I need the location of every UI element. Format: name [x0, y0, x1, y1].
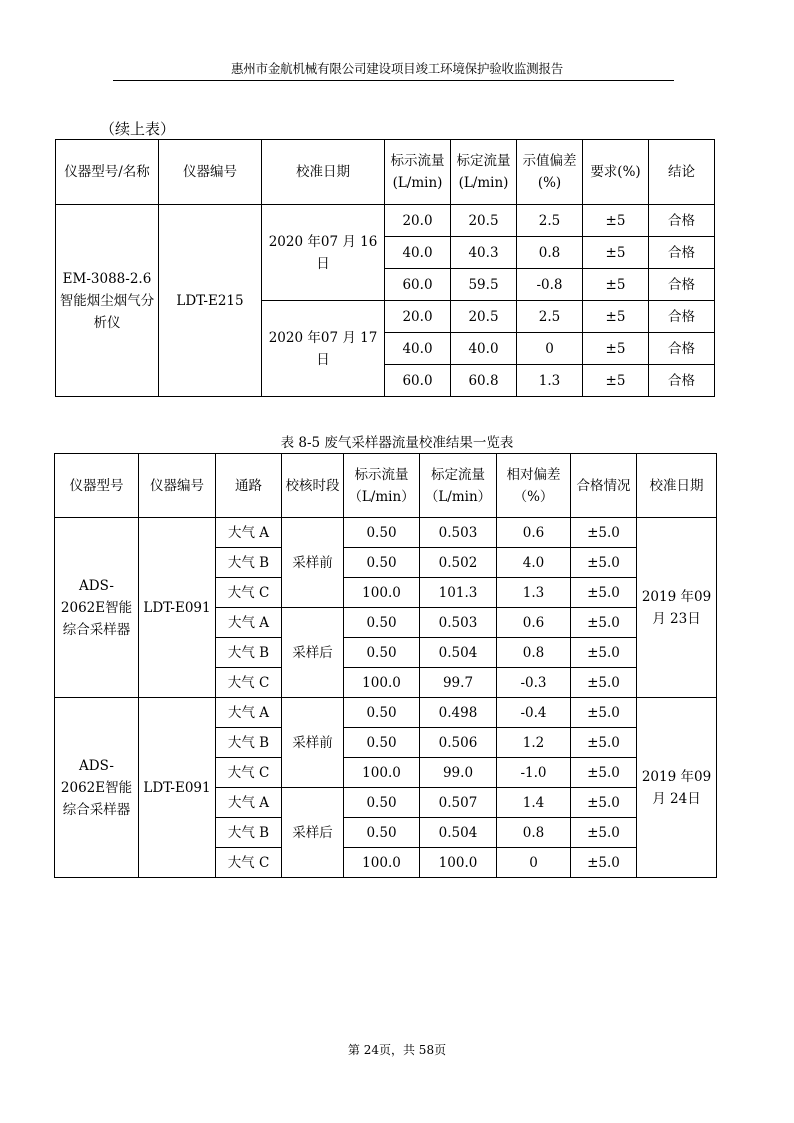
qualified-cell: ±5.0	[571, 758, 637, 788]
channel-cell: 大气 A	[216, 698, 282, 728]
calibrated-flow-cell: 101.3	[420, 578, 497, 608]
indicated-flow-cell: 100.0	[344, 758, 420, 788]
header-divider	[113, 80, 674, 81]
conclusion-cell: 合格	[649, 269, 715, 301]
indicated-flow-cell: 20.0	[385, 301, 451, 333]
channel-cell: 大气 C	[216, 758, 282, 788]
calibrated-flow-cell: 100.0	[420, 848, 497, 878]
deviation-cell: 0.8	[497, 818, 571, 848]
instrument-serial-cell: LDT-E091	[139, 518, 216, 698]
indicated-flow-cell: 100.0	[344, 848, 420, 878]
channel-cell: 大气 C	[216, 668, 282, 698]
indicated-flow-cell: 0.50	[344, 518, 420, 548]
indicated-flow-cell: 100.0	[344, 578, 420, 608]
calibration-date-cell: 2019 年09 月 24日	[637, 698, 717, 878]
header-cell: 合格情况	[571, 454, 637, 518]
indicated-flow-cell: 0.50	[344, 698, 420, 728]
deviation-cell: 2.5	[517, 205, 583, 237]
header-cell: 通路	[216, 454, 282, 518]
table-row	[55, 518, 717, 548]
calibrated-flow-cell: 59.5	[451, 269, 517, 301]
table-row	[55, 698, 717, 728]
deviation-cell: 0.6	[497, 608, 571, 638]
qualified-cell: ±5.0	[571, 548, 637, 578]
indicated-flow-cell: 0.50	[344, 608, 420, 638]
calibrated-flow-cell: 0.507	[420, 788, 497, 818]
header-cell: 相对偏差（%）	[497, 454, 571, 518]
qualified-cell: ±5.0	[571, 518, 637, 548]
conclusion-cell: 合格	[649, 365, 715, 397]
header-cell: 仪器型号	[55, 454, 139, 518]
conclusion-cell: 合格	[649, 333, 715, 365]
header-cell: 标示流量(L/min)	[385, 140, 451, 205]
channel-cell: 大气 B	[216, 728, 282, 758]
calibrated-flow-cell: 0.506	[420, 728, 497, 758]
indicated-flow-cell: 60.0	[385, 365, 451, 397]
requirement-cell: ±5	[583, 237, 649, 269]
continuation-label: （续上表）	[100, 120, 176, 138]
calibrated-flow-cell: 40.0	[451, 333, 517, 365]
table-header-row	[55, 454, 717, 518]
conclusion-cell: 合格	[649, 237, 715, 269]
indicated-flow-cell: 40.0	[385, 333, 451, 365]
requirement-cell: ±5	[583, 365, 649, 397]
deviation-cell: 1.4	[497, 788, 571, 818]
header-cell: 示值偏差(%)	[517, 140, 583, 205]
indicated-flow-cell: 40.0	[385, 237, 451, 269]
calibrated-flow-cell: 0.502	[420, 548, 497, 578]
qualified-cell: ±5.0	[571, 578, 637, 608]
channel-cell: 大气 B	[216, 818, 282, 848]
deviation-cell: 1.3	[497, 578, 571, 608]
deviation-cell: -0.8	[517, 269, 583, 301]
qualified-cell: ±5.0	[571, 668, 637, 698]
calibrated-flow-cell: 0.498	[420, 698, 497, 728]
period-cell: 采样后	[282, 608, 344, 698]
flow-calibration-table-continued	[55, 139, 715, 397]
calibrated-flow-cell: 0.503	[420, 608, 497, 638]
header-cell: 标示流量（L/min）	[344, 454, 420, 518]
requirement-cell: ±5	[583, 269, 649, 301]
indicated-flow-cell: 60.0	[385, 269, 451, 301]
channel-cell: 大气 C	[216, 578, 282, 608]
calibrated-flow-cell: 99.7	[420, 668, 497, 698]
header-cell: 结论	[649, 140, 715, 205]
period-cell: 采样后	[282, 788, 344, 878]
report-header-title: 惠州市金航机械有限公司建设项目竣工环境保护验收监测报告	[230, 61, 564, 76]
deviation-cell: 0	[497, 848, 571, 878]
qualified-cell: ±5.0	[571, 698, 637, 728]
header-cell: 校核时段	[282, 454, 344, 518]
calibration-date-cell: 2019 年09 月 23日	[637, 518, 717, 698]
header-cell: 要求(%)	[583, 140, 649, 205]
deviation-cell: 0.6	[497, 518, 571, 548]
header-cell: 仪器编号	[139, 454, 216, 518]
header-cell: 标定流量(L/min)	[451, 140, 517, 205]
table-row	[56, 205, 715, 237]
requirement-cell: ±5	[583, 333, 649, 365]
instrument-model-cell: ADS-2062E智能综合采样器	[55, 698, 139, 878]
header-cell: 仪器型号/名称	[56, 140, 159, 205]
indicated-flow-cell: 20.0	[385, 205, 451, 237]
instrument-model-cell: ADS-2062E智能综合采样器	[55, 518, 139, 698]
sampler-flow-calibration-table	[54, 453, 717, 878]
indicated-flow-cell: 0.50	[344, 788, 420, 818]
conclusion-cell: 合格	[649, 205, 715, 237]
instrument-model-cell: EM-3088-2.6智能烟尘烟气分析仪	[56, 205, 159, 397]
deviation-cell: -0.3	[497, 668, 571, 698]
conclusion-cell: 合格	[649, 301, 715, 333]
table-caption: 表 8-5 废气采样器流量校准结果一览表	[280, 435, 514, 451]
indicated-flow-cell: 0.50	[344, 638, 420, 668]
calibrated-flow-cell: 40.3	[451, 237, 517, 269]
calibrated-flow-cell: 0.504	[420, 818, 497, 848]
deviation-cell: 0.8	[497, 638, 571, 668]
qualified-cell: ±5.0	[571, 848, 637, 878]
qualified-cell: ±5.0	[571, 818, 637, 848]
qualified-cell: ±5.0	[571, 788, 637, 818]
deviation-cell: 0	[517, 333, 583, 365]
deviation-cell: 0.8	[517, 237, 583, 269]
header-cell: 标定流量（L/min）	[420, 454, 497, 518]
header-cell: 校准日期	[262, 140, 385, 205]
header-cell: 校准日期	[637, 454, 717, 518]
calibrated-flow-cell: 20.5	[451, 301, 517, 333]
deviation-cell: 4.0	[497, 548, 571, 578]
qualified-cell: ±5.0	[571, 608, 637, 638]
instrument-serial-cell: LDT-E091	[139, 698, 216, 878]
calibration-date-cell: 2020 年07 月 17 日	[262, 301, 385, 397]
channel-cell: 大气 A	[216, 788, 282, 818]
channel-cell: 大气 B	[216, 548, 282, 578]
indicated-flow-cell: 0.50	[344, 548, 420, 578]
calibrated-flow-cell: 20.5	[451, 205, 517, 237]
channel-cell: 大气 A	[216, 518, 282, 548]
qualified-cell: ±5.0	[571, 728, 637, 758]
page-number: 第 24页，共 58页	[347, 1043, 447, 1057]
period-cell: 采样前	[282, 518, 344, 608]
deviation-cell: 1.3	[517, 365, 583, 397]
calibrated-flow-cell: 99.0	[420, 758, 497, 788]
requirement-cell: ±5	[583, 301, 649, 333]
deviation-cell: 1.2	[497, 728, 571, 758]
indicated-flow-cell: 0.50	[344, 728, 420, 758]
deviation-cell: -0.4	[497, 698, 571, 728]
instrument-serial-cell: LDT-E215	[159, 205, 262, 397]
qualified-cell: ±5.0	[571, 638, 637, 668]
channel-cell: 大气 B	[216, 638, 282, 668]
calibrated-flow-cell: 0.504	[420, 638, 497, 668]
indicated-flow-cell: 100.0	[344, 668, 420, 698]
channel-cell: 大气 A	[216, 608, 282, 638]
deviation-cell: 2.5	[517, 301, 583, 333]
period-cell: 采样前	[282, 698, 344, 788]
table-header-row	[56, 140, 715, 205]
calibrated-flow-cell: 60.8	[451, 365, 517, 397]
indicated-flow-cell: 0.50	[344, 818, 420, 848]
requirement-cell: ±5	[583, 205, 649, 237]
calibration-date-cell: 2020 年07 月 16 日	[262, 205, 385, 301]
header-cell: 仪器编号	[159, 140, 262, 205]
channel-cell: 大气 C	[216, 848, 282, 878]
deviation-cell: -1.0	[497, 758, 571, 788]
calibrated-flow-cell: 0.503	[420, 518, 497, 548]
